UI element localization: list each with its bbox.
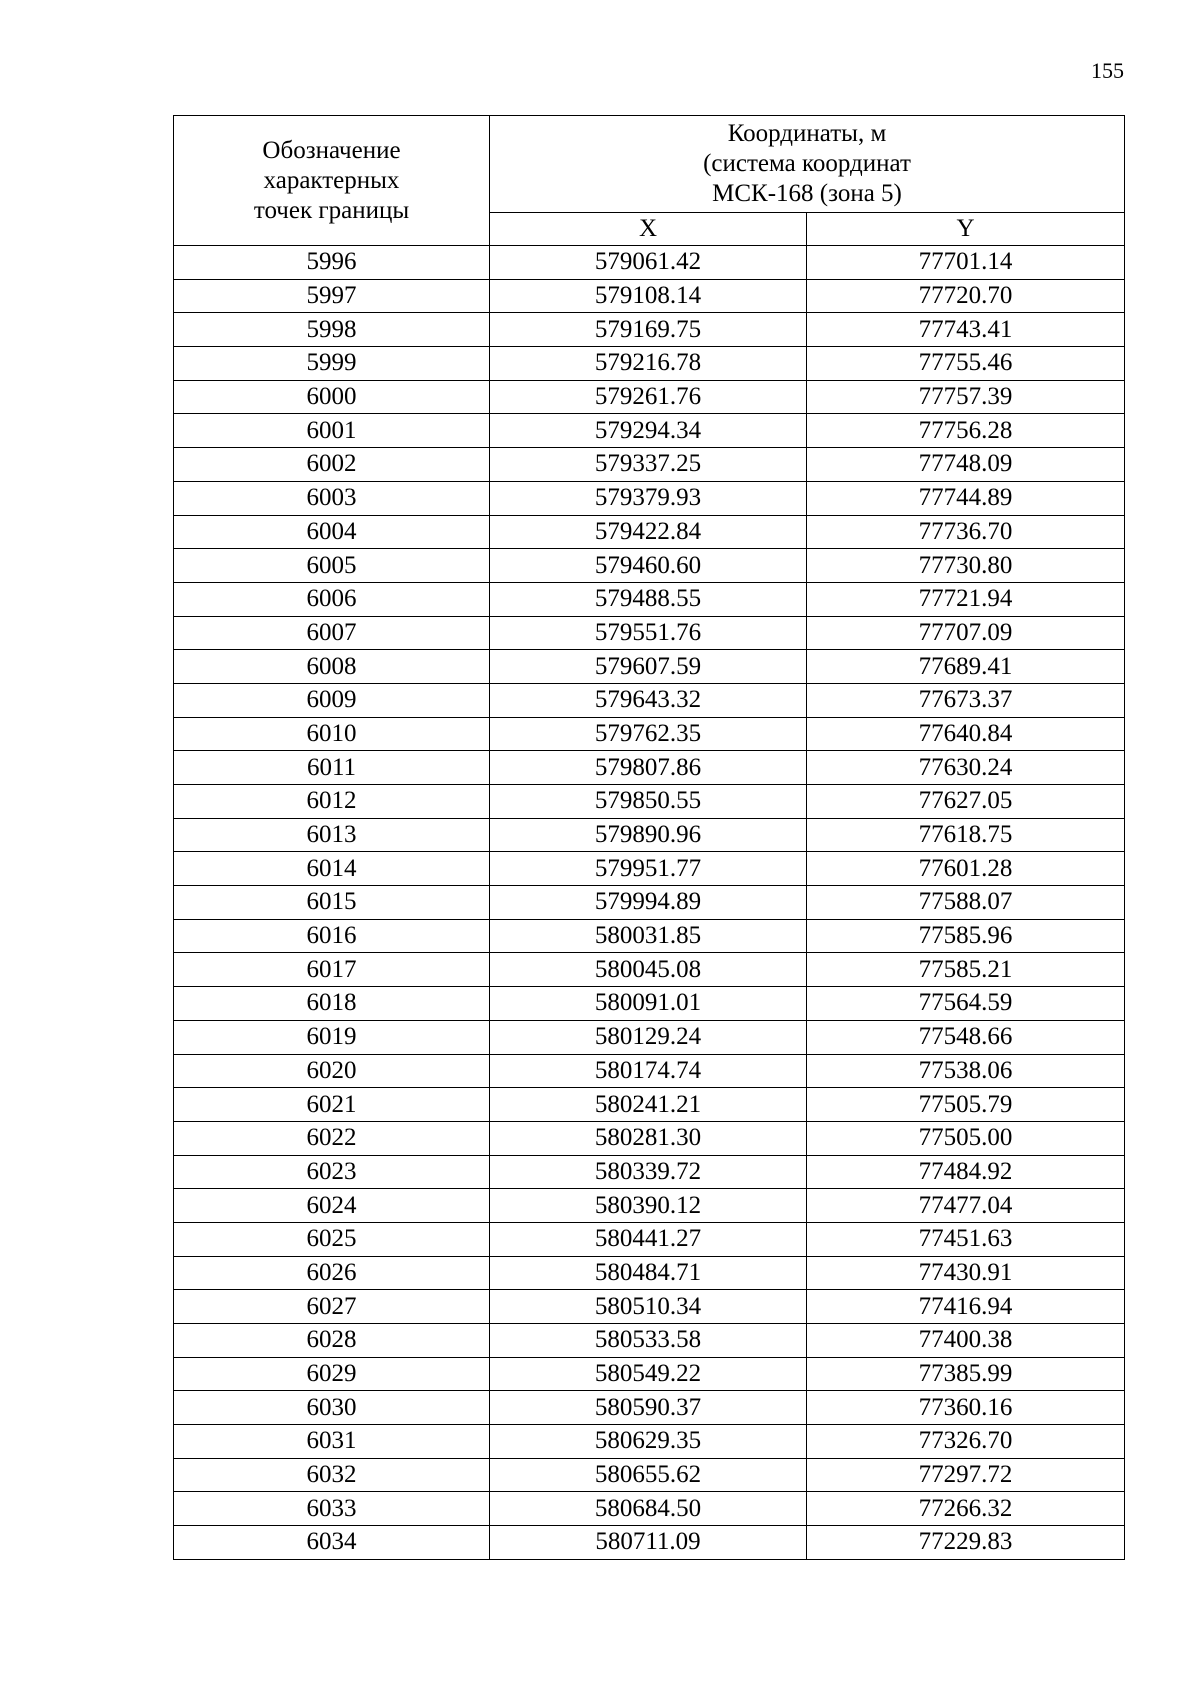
table-row (174, 414, 1125, 448)
y-coordinate-cell: 77707.09 (807, 616, 1125, 650)
coordinates-header (490, 116, 1125, 213)
table-row (174, 717, 1125, 751)
x-coordinate-cell: 579261.76 (490, 380, 807, 414)
y-coordinate-cell: 77585.96 (807, 919, 1125, 953)
y-coordinate-cell: 77385.99 (807, 1357, 1125, 1391)
x-coordinate-cell: 580684.50 (490, 1492, 807, 1526)
y-coordinate-cell: 77360.16 (807, 1391, 1125, 1425)
point-cell: 5996 (174, 246, 490, 280)
point-cell: 6008 (174, 650, 490, 684)
table-row (174, 1222, 1125, 1256)
table-row (174, 582, 1125, 616)
y-coordinate-cell: 77756.28 (807, 414, 1125, 448)
point-cell: 6017 (174, 953, 490, 987)
table-row (174, 1425, 1125, 1459)
point-cell: 6029 (174, 1357, 490, 1391)
y-coordinate-cell: 77484.92 (807, 1155, 1125, 1189)
table-row (174, 1290, 1125, 1324)
point-cell: 6011 (174, 751, 490, 785)
y-coordinate-cell: 77297.72 (807, 1458, 1125, 1492)
coords-header-line-3: МСК-168 (зона 5) (712, 180, 902, 207)
x-coordinate-cell: 579460.60 (490, 549, 807, 583)
y-coordinate-cell: 77757.39 (807, 380, 1125, 414)
table-row (174, 785, 1125, 819)
x-coordinate-cell: 579994.89 (490, 886, 807, 920)
x-coordinate-cell: 580711.09 (490, 1526, 807, 1560)
x-coordinate-cell: 579061.42 (490, 246, 807, 280)
point-cell: 5999 (174, 347, 490, 381)
x-coordinate-cell: 579216.78 (490, 347, 807, 381)
table-row (174, 481, 1125, 515)
y-coordinate-cell: 77588.07 (807, 886, 1125, 920)
x-coordinate-cell: 580174.74 (490, 1054, 807, 1088)
table-row (174, 1458, 1125, 1492)
table-row (174, 246, 1125, 280)
x-coordinate-cell: 579951.77 (490, 852, 807, 886)
x-coordinate-cell: 580390.12 (490, 1189, 807, 1223)
y-coordinate-cell: 77748.09 (807, 448, 1125, 482)
x-coordinate-cell: 580031.85 (490, 919, 807, 953)
x-coordinate-cell: 580484.71 (490, 1256, 807, 1290)
y-coordinate-cell: 77720.70 (807, 279, 1125, 313)
x-coordinate-cell: 580441.27 (490, 1222, 807, 1256)
point-cell: 6020 (174, 1054, 490, 1088)
coordinates-table (173, 115, 1125, 1560)
table-row (174, 616, 1125, 650)
table-row (174, 448, 1125, 482)
point-cell: 6007 (174, 616, 490, 650)
y-coordinate-cell: 77618.75 (807, 818, 1125, 852)
point-cell: 6006 (174, 582, 490, 616)
point-cell: 6009 (174, 683, 490, 717)
point-cell: 6015 (174, 886, 490, 920)
point-cell: 6014 (174, 852, 490, 886)
x-coordinate-cell: 579607.59 (490, 650, 807, 684)
point-cell: 6027 (174, 1290, 490, 1324)
table-row (174, 515, 1125, 549)
x-coordinate-cell: 579379.93 (490, 481, 807, 515)
table-row (174, 1020, 1125, 1054)
page-number: 155 (1091, 58, 1124, 83)
y-coordinate-cell: 77430.91 (807, 1256, 1125, 1290)
y-coordinate-cell: 77266.32 (807, 1492, 1125, 1526)
y-coordinate-cell: 77689.41 (807, 650, 1125, 684)
point-cell: 6010 (174, 717, 490, 751)
point-cell: 6016 (174, 919, 490, 953)
y-coordinate-cell: 77640.84 (807, 717, 1125, 751)
x-coordinate-cell: 579890.96 (490, 818, 807, 852)
point-cell: 6034 (174, 1526, 490, 1560)
point-cell: 5998 (174, 313, 490, 347)
table-row (174, 1526, 1125, 1560)
point-cell: 6021 (174, 1088, 490, 1122)
y-coordinate-cell: 77477.04 (807, 1189, 1125, 1223)
x-coordinate-cell: 579850.55 (490, 785, 807, 819)
y-coordinate-cell: 77744.89 (807, 481, 1125, 515)
coords-header-line-2: (система координат (703, 150, 911, 177)
table-row (174, 1189, 1125, 1223)
point-cell: 6028 (174, 1324, 490, 1358)
table-row (174, 1492, 1125, 1526)
point-cell: 6004 (174, 515, 490, 549)
y-coordinate-cell: 77326.70 (807, 1425, 1125, 1459)
y-coordinate-cell: 77743.41 (807, 313, 1125, 347)
point-cell: 6025 (174, 1222, 490, 1256)
table-row (174, 852, 1125, 886)
x-coordinate-cell: 580129.24 (490, 1020, 807, 1054)
table-row (174, 1324, 1125, 1358)
y-coordinate-cell: 77564.59 (807, 987, 1125, 1021)
table-row (174, 1391, 1125, 1425)
point-cell: 6005 (174, 549, 490, 583)
y-coordinate-cell: 77721.94 (807, 582, 1125, 616)
y-coordinate-cell: 77601.28 (807, 852, 1125, 886)
x-coordinate-cell: 579169.75 (490, 313, 807, 347)
x-coordinate-cell: 579488.55 (490, 582, 807, 616)
y-coordinate-cell: 77548.66 (807, 1020, 1125, 1054)
point-cell: 6019 (174, 1020, 490, 1054)
point-cell: 6001 (174, 414, 490, 448)
coords-header-line-1: Координаты, м (727, 120, 887, 147)
table-row (174, 313, 1125, 347)
point-cell: 6002 (174, 448, 490, 482)
table-row (174, 279, 1125, 313)
y-coordinate-cell: 77673.37 (807, 683, 1125, 717)
y-coordinate-cell: 77505.79 (807, 1088, 1125, 1122)
table-row (174, 650, 1125, 684)
point-cell: 6013 (174, 818, 490, 852)
y-coordinate-cell: 77416.94 (807, 1290, 1125, 1324)
table-row (174, 919, 1125, 953)
point-cell: 6026 (174, 1256, 490, 1290)
x-coordinate-cell: 579643.32 (490, 683, 807, 717)
y-coordinate-cell: 77730.80 (807, 549, 1125, 583)
y-coordinate-cell: 77400.38 (807, 1324, 1125, 1358)
y-coordinate-cell: 77505.00 (807, 1121, 1125, 1155)
x-coordinate-cell: 580281.30 (490, 1121, 807, 1155)
table-row (174, 1357, 1125, 1391)
table-row (174, 347, 1125, 381)
y-coordinate-cell: 77627.05 (807, 785, 1125, 819)
x-coordinate-cell: 579422.84 (490, 515, 807, 549)
x-coordinate-cell: 580045.08 (490, 953, 807, 987)
x-coordinate-cell: 580655.62 (490, 1458, 807, 1492)
y-coordinate-cell: 77538.06 (807, 1054, 1125, 1088)
y-coordinate-cell: 77755.46 (807, 347, 1125, 381)
x-coordinate-cell: 580241.21 (490, 1088, 807, 1122)
table-row (174, 1155, 1125, 1189)
x-coordinate-cell: 579294.34 (490, 414, 807, 448)
table-row (174, 818, 1125, 852)
x-coordinate-cell: 579807.86 (490, 751, 807, 785)
x-coordinate-cell: 580533.58 (490, 1324, 807, 1358)
table-header (174, 116, 1125, 246)
table-row (174, 751, 1125, 785)
table-row (174, 953, 1125, 987)
point-cell: 5997 (174, 279, 490, 313)
point-cell: 6003 (174, 481, 490, 515)
table-row (174, 1088, 1125, 1122)
point-cell: 6033 (174, 1492, 490, 1526)
point-cell: 6000 (174, 380, 490, 414)
x-coordinate-cell: 579551.76 (490, 616, 807, 650)
point-cell: 6022 (174, 1121, 490, 1155)
x-column-header: X (490, 213, 807, 246)
y-coordinate-cell: 77585.21 (807, 953, 1125, 987)
table-row (174, 683, 1125, 717)
x-coordinate-cell: 579337.25 (490, 448, 807, 482)
table-row (174, 987, 1125, 1021)
y-coordinate-cell: 77736.70 (807, 515, 1125, 549)
y-column-header: Y (807, 213, 1125, 246)
table-row (174, 1054, 1125, 1088)
x-coordinate-cell: 580549.22 (490, 1357, 807, 1391)
point-cell: 6018 (174, 987, 490, 1021)
table-body (174, 246, 1125, 1560)
y-coordinate-cell: 77229.83 (807, 1526, 1125, 1560)
point-cell: 6012 (174, 785, 490, 819)
y-coordinate-cell: 77701.14 (807, 246, 1125, 280)
point-cell: 6024 (174, 1189, 490, 1223)
x-coordinate-cell: 580339.72 (490, 1155, 807, 1189)
y-coordinate-cell: 77630.24 (807, 751, 1125, 785)
table-row (174, 549, 1125, 583)
y-coordinate-cell: 77451.63 (807, 1222, 1125, 1256)
x-coordinate-cell: 580590.37 (490, 1391, 807, 1425)
table-row (174, 380, 1125, 414)
point-header-line-3: точек границы (253, 196, 410, 224)
x-coordinate-cell: 580091.01 (490, 987, 807, 1021)
point-header-line-2: характерных (263, 166, 400, 194)
x-coordinate-cell: 580629.35 (490, 1425, 807, 1459)
point-cell: 6023 (174, 1155, 490, 1189)
table-row (174, 1256, 1125, 1290)
table-row (174, 1121, 1125, 1155)
point-cell: 6031 (174, 1425, 490, 1459)
point-cell: 6032 (174, 1458, 490, 1492)
point-designation-header (174, 116, 490, 246)
table-row (174, 886, 1125, 920)
point-header-line-1: Обозначение (262, 136, 401, 164)
point-cell: 6030 (174, 1391, 490, 1425)
x-coordinate-cell: 579762.35 (490, 717, 807, 751)
x-coordinate-cell: 579108.14 (490, 279, 807, 313)
x-coordinate-cell: 580510.34 (490, 1290, 807, 1324)
